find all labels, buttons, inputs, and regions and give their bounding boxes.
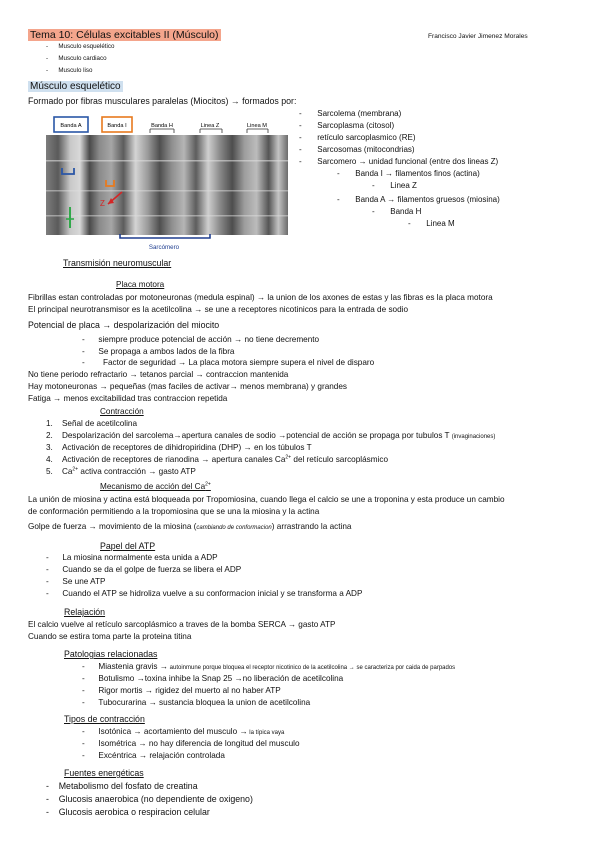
intro-list-item: - Musculo esquelético [46,43,115,50]
heading-placa-motora: Placa motora [116,280,165,289]
heading-atp: Papel del ATP [100,541,156,551]
atp-item: - Cuando se da el golpe de fuerza se libera el ADP [46,565,242,574]
relajacion-line-2: Cuando se estira toma parte la proteina titina [28,632,192,641]
contraccion-step: 5. $Ca^{2+}$ activa contracción → gasto ATP [46,466,196,476]
contraccion-step: 2. Despolarización del sarcolema→apertura canales de sodio →potencial de acción se propaga por tubulos T (invaginaciones) [46,431,496,440]
contraccion-step: 1. Señal de acetilcolina [46,419,138,428]
potencial-line: Potencial de placa → despolarización del miocito [28,320,220,330]
page-title: Tema 10: Células excitables II (Músculo) [30,29,219,41]
motoneuronas-line: Hay motoneuronas → pequeñas (mas faciles de activar→ menos membrana) y grandes [28,382,348,391]
label-sarcomero: Sarcómero [148,244,180,250]
component-item: - Sarcosomas (mitocondrias) [299,145,415,154]
potencial-item: - siempre produce potencial de acción → no tiene decremento [82,335,320,344]
heading-patologias: Patologias relacionadas [64,649,158,659]
micrograph-image [46,135,288,235]
patologia-item: - Rigor mortis → rigidez del muerto al no haber ATP [82,686,281,695]
potencial-item: - Factor de seguridad → La placa motora siempre supera el nivel de disparo [82,358,375,367]
label-z-marker: Z [100,199,105,208]
label-banda-h: Banda H [151,123,173,129]
heading-relajacion: Relajación [64,607,106,617]
linea-z-item: - Linea Z [372,181,417,190]
formed-by-line: Formado por fibras musculares paralelas (Miocitos) → formados por: [28,96,297,106]
patologia-item: - Miastenia gravis → autoinmune porque bloquea el receptor nicotinico de la acetilcolina → se caracteriza por caida de parpados [82,662,456,671]
label-banda-i: Banda I [107,123,127,129]
label-linea-m: Linea M [247,123,267,129]
section-heading-skeletal: Músculo esquelético [30,81,121,92]
atp-item: - La miosina normalmente esta unida a ADP [46,553,218,562]
atp-item: - Se une ATP [46,577,106,586]
mecanismo-line-2: de conformación permitiendo a la tropomiosina que se una la miosina y la actina [28,507,320,516]
component-item: - Sarcolema (membrana) [299,109,402,118]
contraccion-step: 3. Activación de receptores de dihidropiridina (DHP) → en los túbulos T [46,443,312,452]
heading-tipos: Tipos de contracción [64,714,145,724]
sarcomere-micrograph [44,112,290,250]
heading-fuentes: Fuentes energéticas [64,768,144,778]
fatiga-line: Fatiga → menos excitabilidad tras contraccion repetida [28,394,228,403]
placa-line-2: El principal neurotransmisor es la acetilcolina → se une a receptores nicotinicos para la entrada de sodio [28,305,409,314]
label-banda-a: Banda A [60,123,82,129]
contraccion-step: 4. Activación de receptores de rianodina → apertura canales $Ca^{2+}$ del retículo sarcoplásmico [46,454,389,464]
relajacion-line-1: El calcio vuelve al retículo sarcoplásmico a traves de la bomba SERCA → gasto ATP [28,620,336,629]
fuente-item: - Glucosis aerobica o respiracion celular [46,807,210,817]
potencial-item: - Se propaga a ambos lados de la fibra [82,347,235,356]
fuente-item: - Glucosis anaerobica (no dependiente de oxigeno) [46,794,253,804]
golpe-fuerza-line: Golpe de fuerza → movimiento de la miosina (cambiando de conformacion) arrastrando la actina [28,522,352,531]
heading-contraccion: Contracción [100,407,144,416]
tipo-item: - Isométrica → no hay diferencia de longitud del musculo [82,739,300,748]
author-name: Francisco Javier Jimenez Morales [428,33,528,40]
banda-h-item: - Banda H [372,207,422,216]
heading-mecanismo: Mecanismo de acción del $Ca^{2+}$ [100,481,211,491]
patologia-item: - Botulismo →toxina inhibe la Snap 25 →no liberación de acetilcolina [82,674,344,683]
mecanismo-line-1: La unión de miosina y actina está bloqueada por Tropomiosina, cuando llega el calcio se une a troponina y esta produce un cambio [28,495,505,504]
intro-list-item: - Musculo liso [46,67,93,74]
linea-m-item: - Linea M [408,219,455,228]
patologia-item: - Tubocurarina → sustancia bloquea la union de acetilcolina [82,698,311,707]
component-item: - retículo sarcoplasmico (RE) [299,133,416,142]
tipo-item: - Isotónica → acortamiento del musculo → la típica vaya [82,727,285,736]
placa-line-1: Fibrillas estan controladas por motoneuronas (medula espinal) → la union de los axones de estas y las fibras es la placa motora [28,293,493,302]
banda-i-item: - Banda I → filamentos finos (actina) [337,169,480,178]
tipo-item: - Excéntrica → relajación controlada [82,751,225,760]
heading-transmision: Transmisión neuromuscular [63,258,172,268]
fuente-item: - Metabolismo del fosfato de creatina [46,781,198,791]
banda-a-item: - Banda A → filamentos gruesos (miosina) [337,195,500,204]
component-item: - Sarcomero → unidad funcional (entre dos lineas Z) [299,157,499,166]
intro-list-item: - Musculo cardiaco [46,55,107,62]
atp-item: - Cuando el ATP se hidroliza vuelve a su conformacion inicial y se transforma a ADP [46,589,363,598]
refractario-line: No tiene periodo refractario → tetanos parcial → contraccion mantenida [28,370,289,379]
component-item: - Sarcoplasma (citosol) [299,121,395,130]
label-linea-z: Linea Z [200,123,220,129]
